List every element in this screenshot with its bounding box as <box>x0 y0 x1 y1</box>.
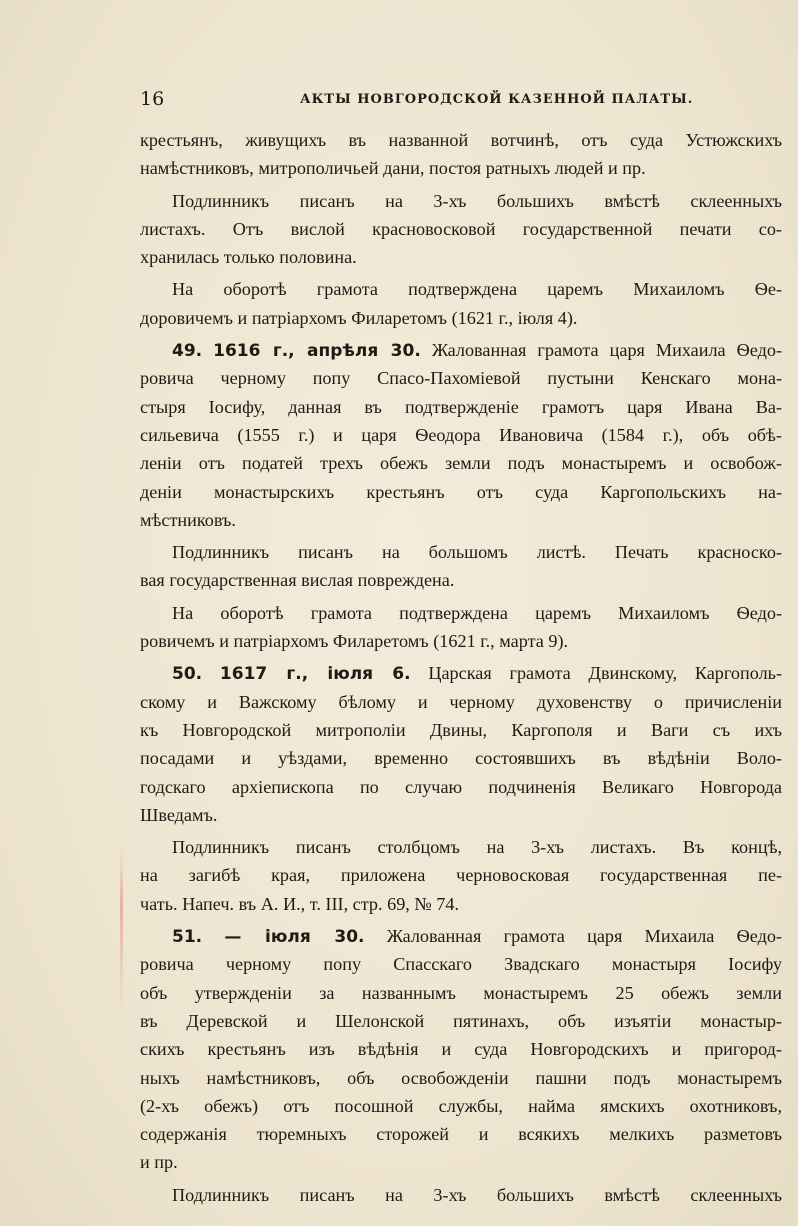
text-line: мѣстниковъ. <box>140 509 236 530</box>
page-header <box>140 88 780 114</box>
text-line: Шведамъ. <box>140 804 218 825</box>
paragraph <box>140 1181 782 1209</box>
text-line: стыря Іосифу, данная въ подтвержденіе грамотъ царя Ивана Ва- <box>140 396 782 417</box>
text-line: леніи отъ податей трехъ обежъ земли подъ монастыремъ и освобож- <box>140 453 782 474</box>
text-line: и пр. <box>140 1152 178 1173</box>
text-line: ровича черному попу Спасо-Пахоміевой пустыни Кенскаго мона- <box>140 368 782 389</box>
text-line: ровича черному попу Спасскаго Звадскаго монастыря Іосифу <box>140 954 782 975</box>
paragraph <box>140 599 782 656</box>
text-line: Подлинникъ писанъ столбцомъ на 3-хъ листахъ. Въ концѣ, <box>172 837 782 858</box>
text-line: на загибѣ края, приложена черновосковая государственная пе- <box>140 865 782 886</box>
text-line: годскаго архіепископа по случаю подчиненія Великаго Новгорода <box>140 776 782 797</box>
text-line: Подлинникъ писанъ на 3-хъ большихъ вмѣстѣ склеенныхъ <box>172 1184 782 1205</box>
paragraph <box>140 538 782 595</box>
text-line: доровичемъ и патріархомъ Филаретомъ (1621 г., іюля 4). <box>140 307 578 328</box>
text-line: На оборотѣ грамота подтверждена царемъ Михаиломъ Ѳедо- <box>172 602 782 623</box>
text-line: листахъ. Отъ вислой красновосковой государственной печати со- <box>140 218 782 239</box>
text-line: вая государственная вислая повреждена. <box>140 570 455 591</box>
entry-first-line <box>140 336 782 364</box>
body-text <box>140 126 782 1213</box>
entry-first-line <box>140 922 782 950</box>
entry-51 <box>140 922 782 1177</box>
page-number: 16 <box>140 88 165 110</box>
paragraph <box>140 187 782 272</box>
entry-number: 50. <box>172 664 203 685</box>
entry-date: 1617 г., іюля 6. <box>219 664 411 685</box>
entry-49 <box>140 336 782 534</box>
paragraph <box>140 275 782 332</box>
text-line: чать. Напеч. въ А. И., т. III, стр. 69, № 74. <box>140 893 460 914</box>
text-line: ныхъ намѣстниковъ, объ освобожденіи пашни подъ монастыремъ <box>140 1067 782 1088</box>
entry-text: Жалованная грамота царя Михаила Ѳедо- <box>386 926 782 947</box>
text-line: сильевича (1555 г.) и царя Ѳеодора Ивановича (1584 г.), объ обѣ- <box>140 424 782 445</box>
entry-number: 49. <box>172 341 203 362</box>
text-line: (2-хъ обежъ) отъ посошной службы, найма ямскихъ охотниковъ, <box>140 1095 782 1116</box>
entry-date: — іюля 30. <box>224 927 365 948</box>
entry-50 <box>140 659 782 829</box>
text-line: къ Новгородской митрополіи Двины, Каргополя и Ваги съ ихъ <box>140 719 782 740</box>
entry-first-line <box>140 659 782 687</box>
text-line: содержанія тюремныхъ сторожей и всякихъ мелкихъ разметовъ <box>140 1124 782 1145</box>
text-line: скому и Важскому бѣлому и черному духовенству о причисленіи <box>140 691 782 712</box>
text-line: скихъ крестьянъ изъ вѣдѣнія и суда Новгородскихъ и пригород- <box>140 1039 782 1060</box>
entry-text: Жалованная грамота царя Михаила Ѳедо- <box>431 340 783 361</box>
running-title: АКТЫ НОВГОРОДСКОЙ КАЗЕННОЙ ПАЛАТЫ. <box>300 92 694 107</box>
text-line: На оборотѣ грамота подтверждена царемъ Михаиломъ Ѳе- <box>172 279 782 300</box>
text-line: деніи монастырскихъ крестьянъ отъ суда Каргопольскихъ на- <box>140 481 782 502</box>
text-line: крестьянъ, живущихъ въ названной вотчинѣ, отъ суда Устюжскихъ <box>140 130 782 150</box>
margin-pencil-mark <box>120 848 123 1020</box>
entry-number: 51. <box>172 927 203 948</box>
entry-text: Царская грамота Двинскому, Каргополь- <box>428 663 783 684</box>
text-line: въ Деревской и Шелонской пятинахъ, объ изъятіи монастыр- <box>140 1010 782 1031</box>
text-line: посадами и уѣздами, временно состоявшихъ въ вѣдѣніи Воло- <box>140 748 782 769</box>
entry-date: 1616 г., апрѣля 30. <box>213 341 421 362</box>
paragraph <box>140 126 782 183</box>
text-line: хранилась только половина. <box>140 247 357 268</box>
text-line: Подлинникъ писанъ на большомъ листѣ. Печать красноско- <box>172 542 782 563</box>
text-line: намѣстниковъ, митрополичьей дани, постоя ратныхъ людей и пр. <box>140 158 646 179</box>
text-line: объ утвержденіи за названнымъ монастыремъ 25 обежъ земли <box>140 982 782 1003</box>
text-line: Подлинникъ писанъ на 3-хъ большихъ вмѣстѣ склеенныхъ <box>172 190 782 211</box>
paragraph <box>140 833 782 918</box>
text-line: ровичемъ и патріархомъ Филаретомъ (1621 г., марта 9). <box>140 631 569 652</box>
